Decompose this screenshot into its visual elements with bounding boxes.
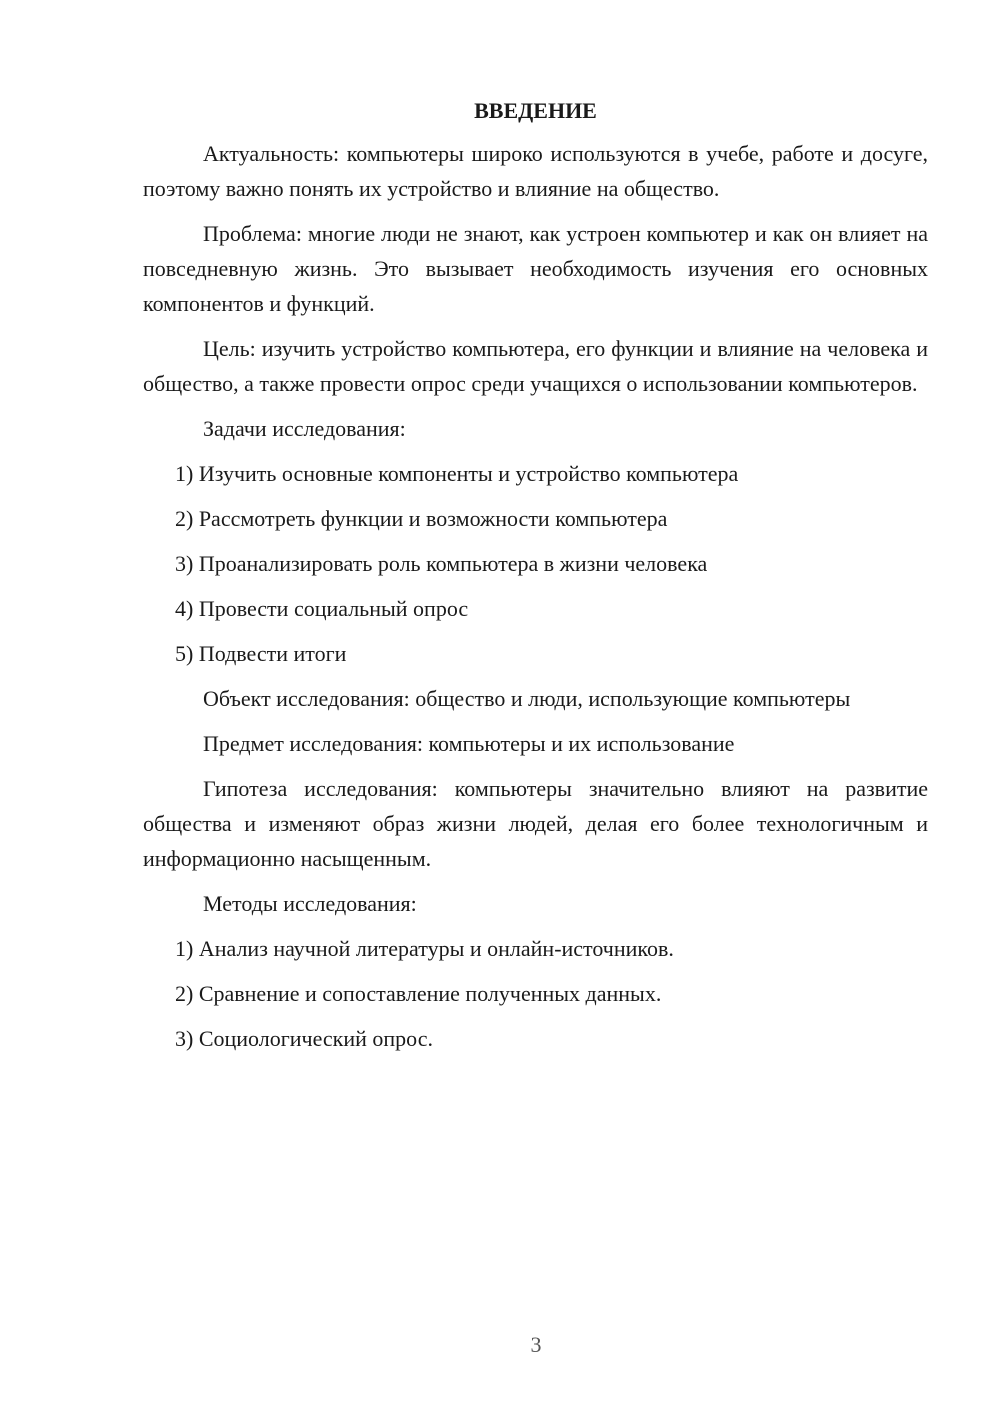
tasks-title: Задачи исследования: [203, 416, 406, 441]
section-heading: ВВЕДЕНИЕ [474, 98, 597, 123]
list-item: 2) Сравнение и сопоставление полученных данных. [175, 981, 662, 1006]
problem-paragraph: Проблема: многие люди не знают, как устроен компьютер и как он влияет на повседневную жизнь. Это вызывает необходимость изучения его основных компонентов и функций. [143, 221, 928, 316]
methods-title: Методы исследования: [203, 891, 417, 916]
goal-paragraph: Цель: изучить устройство компьютера, его функции и влияние на человека и общество, а также провести опрос среди учащихся о использовании компьютеров. [143, 336, 928, 396]
list-item: 1) Анализ научной литературы и онлайн-источников. [175, 936, 674, 961]
methods-list [143, 931, 928, 1056]
subject-paragraph: Предмет исследования: компьютеры и их использование [203, 731, 735, 756]
page-content [143, 96, 928, 1066]
list-item: 4) Провести социальный опрос [175, 596, 469, 621]
list-item: 1) Изучить основные компоненты и устройство компьютера [175, 461, 739, 486]
list-item: 5) Подвести итоги [175, 641, 347, 666]
list-item: 3) Проанализировать роль компьютера в жизни человека [175, 551, 708, 576]
relevance-paragraph: Актуальность: компьютеры широко используются в учебе, работе и досуге, поэтому важно понять их устройство и влияние на общество. [143, 141, 928, 201]
object-paragraph: Объект исследования: общество и люди, использующие компьютеры [203, 686, 851, 711]
tasks-list [143, 456, 928, 671]
list-item: 3) Социологический опрос. [175, 1026, 433, 1051]
hypothesis-paragraph: Гипотеза исследования: компьютеры значительно влияют на развитие общества и изменяют образ жизни людей, делая его более технологичным и информационно насыщенным. [143, 776, 928, 871]
page-number: 3 [530, 1332, 542, 1357]
list-item: 2) Рассмотреть функции и возможности компьютера [175, 506, 668, 531]
